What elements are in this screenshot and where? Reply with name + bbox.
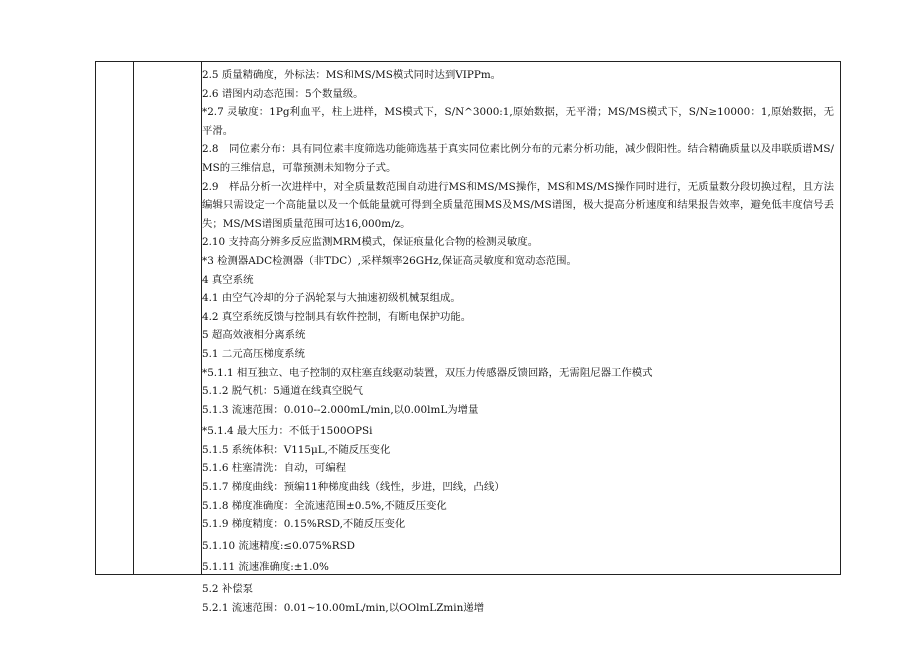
section-heading-uplc: 5 超高效液相分离系统 — [202, 329, 306, 342]
spec-line-3: *3 检测器ADC检测器（非TDC）,采样频率26GHz,保证高灵敏度和宽动态范围。 — [202, 254, 577, 267]
column-divider-1 — [133, 62, 134, 574]
spec-line-2-9: 2.9 样品分析一次进样中，对全质量数范围自动进行MS和MS/MS操作，MS和MS/MS操作同时进行，无质量数分段切换过程，且方法编辑只需设定一个高能量以及一个低能量就可得到全质量范围MS及MS/MS谱图，极大提高分析速度和结果报告效率，避免低丰度信号丢失；MS/MS谱图质量范围可达16,000m/z。 — [202, 180, 834, 230]
spec-line-5-1-1: *5.1.1 相互独立、电子控制的双柱塞直线驱动装置，双压力传感器反馈回路，无需阻尼器工作模式 — [202, 366, 653, 379]
spec-line-5-1-4: *5.1.4 最大压力：不低于1500OPSi — [202, 425, 373, 438]
spec-line-5-1-8: 5.1.8 梯度准确度：全流速范围±0.5%,不随反压变化 — [202, 499, 447, 512]
subsection-heading-5-1: 5.1 二元高压梯度系统 — [202, 347, 305, 360]
spec-table — [95, 61, 841, 614]
spec-line-5-1-3: 5.1.3 流速范围：0.010--2.000mL/min,以0.00lmL为增量 — [202, 403, 479, 416]
spec-line-2-7: *2.7 灵敏度：1Pg利血平，柱上进样，MS模式下，S/N^3000:1,原始数据，无平滑；MS/MS模式下，S/N≥10000：1,原始数据，无平滑。 — [202, 106, 834, 137]
spec-line-2-10: 2.10 支持高分辨多反应监测MRM模式，保证痕量化合物的检测灵敏度。 — [202, 236, 539, 249]
section-heading-vacuum: 4 真空系统 — [202, 273, 254, 286]
subsection-heading-5-2: 5.2 补偿泵 — [202, 583, 253, 596]
spec-line-5-2-1: 5.2.1 流速范围：0.01~10.00mL/min,以OOlmLZmin递增 — [202, 601, 485, 614]
spec-line-5-1-2: 5.1.2 脱气机：5通道在线真空脱气 — [202, 385, 364, 398]
spec-line-5-1-11: 5.1.11 流速准确度:±1.0% — [202, 561, 329, 574]
spec-line-4-2: 4.2 真空系统反馈与控制具有软件控制，有断电保护功能。 — [202, 310, 472, 323]
spec-content-cell — [202, 66, 834, 614]
spec-line-5-1-9: 5.1.9 梯度精度：0.15%RSD,不随反压变化 — [202, 518, 406, 531]
spec-line-5-1-10: 5.1.10 流速精度:≤0.075%RSD — [202, 539, 356, 552]
spec-line-2-5: 2.5 质量精确度，外标法：MS和MS/MS模式同时达到VIPPm。 — [202, 69, 502, 81]
spec-line-5-1-7: 5.1.7 梯度曲线：预编11种梯度曲线（线性，步进，凹线，凸线） — [202, 481, 505, 494]
spec-line-4-1: 4.1 由空气冷却的分子涡轮泵与大抽速初级机械泵组成。 — [202, 292, 461, 305]
spec-line-2-8: 2.8 同位素分布：具有同位素丰度筛选功能筛选基于真实同位素比例分布的元素分析功能，减少假阳性。结合精确质量以及串联质谱MS/MS的三维信息，可靠预测未知物分子式。 — [202, 143, 834, 174]
spec-line-2-6: 2.6 谱图内动态范围：5个数量级。 — [202, 87, 364, 100]
spec-line-5-1-5: 5.1.5 系统体积：V115μL,不随反压变化 — [202, 443, 391, 456]
spec-line-5-1-6: 5.1.6 柱塞清洗：自动，可编程 — [202, 462, 347, 475]
